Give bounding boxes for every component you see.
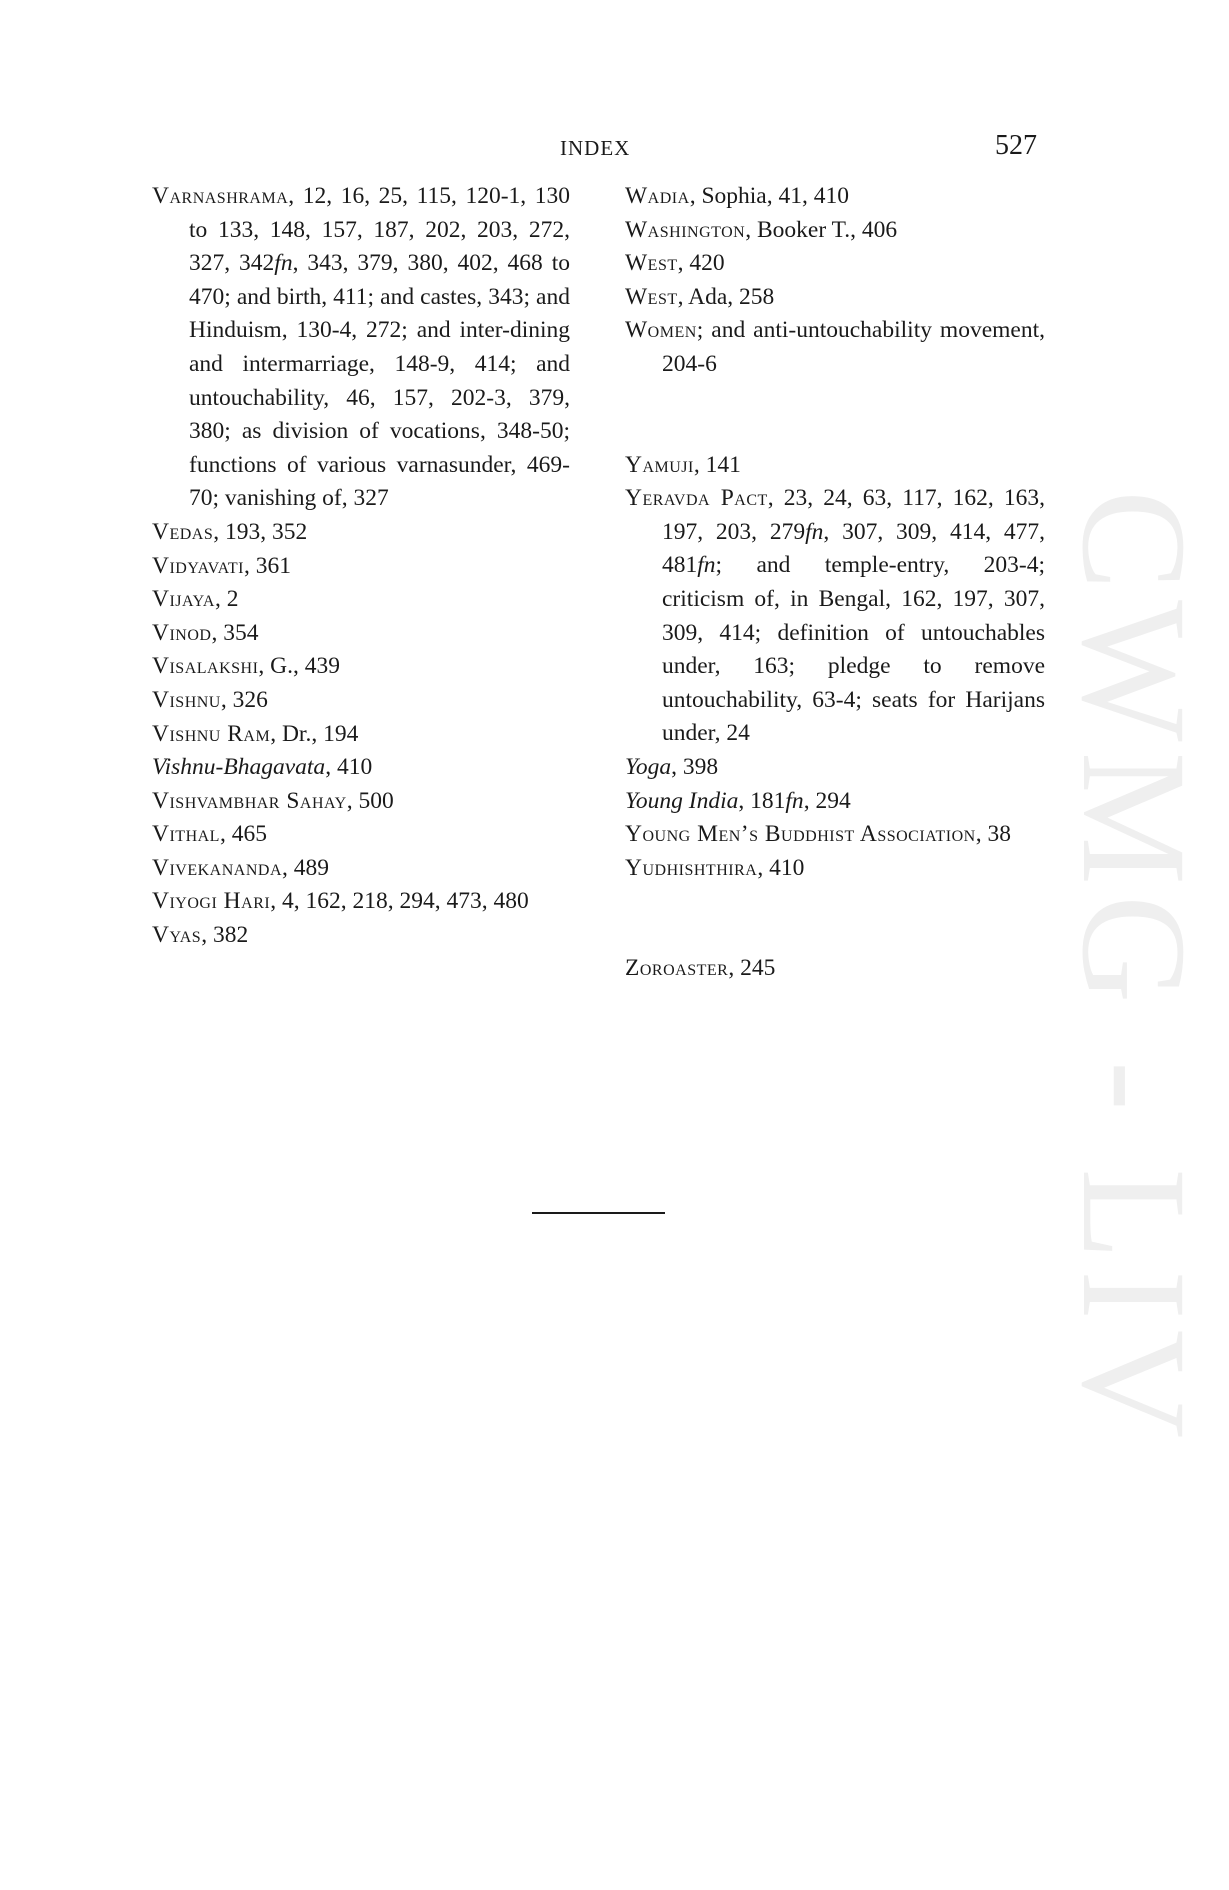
index-entry-visalakshi: Visalakshi, G., 439 xyxy=(152,653,341,680)
index-entry-yudhishthira: Yudhishthira, 410 xyxy=(625,854,805,881)
index-entry-viyogi-hari: Viyogi Hari, 4, 162, 218, 294, 473, 480 xyxy=(152,888,529,915)
index-entry-women: Women; and anti-untouchability movement, 204-6 xyxy=(625,317,1045,377)
index-entry-vidyavati: Vidyavati, 361 xyxy=(152,552,292,579)
index-entry-ymba: Young Men’s Buddhist Association, 38 xyxy=(625,821,1011,848)
watermark: CWMG - LIV xyxy=(1051,490,1217,1449)
index-column-right xyxy=(625,180,1045,986)
index-entry-varnashrama: Varnashrama, 12, 16, 25, 115, 120-1, 130 to 133, 148, 157, 187, 202, 203, 272, 327, 342fn, 343, 379, 380, 402, 468 to 470; and birth, 411; and castes, 343; and Hinduism, 130-4, 272; and inter-dining and intermarriage, 148-9, 414; and untouchability, 46, 157, 202-3, 379, 380; as division of vocations, 348-50; functions of various varnasunder, 469-70; vanishing of, 327 xyxy=(152,183,571,512)
index-entry-yeravda-pact: Yeravda Pact, 23, 24, 63, 117, 162, 163, 197, 203, 279fn, 307, 309, 414, 477, 481fn; and temple-entry, 203-4; criticism of, in Bengal, 162, 197, 307, 309, 414; definition of untouchables under, 163; pledge to remove untouchability, 63-4; seats for Harijans under, 24 xyxy=(625,485,1046,747)
index-entry-wadia: Wadia, Sophia, 41, 410 xyxy=(625,183,849,209)
index-entry-yamuji: Yamuji, 141 xyxy=(625,451,741,478)
index-entry-vishnu: Vishnu, 326 xyxy=(152,686,268,713)
index-entry-vivekananda: Vivekananda, 489 xyxy=(152,854,330,881)
index-entry-west: West, 420 xyxy=(625,250,725,277)
index-entry-yoga: Yoga, 398 xyxy=(625,753,719,780)
index-entry-vishvambhar-sahay: Vishvambhar Sahay, 500 xyxy=(152,787,394,814)
index-entry-vishnu-ram: Vishnu Ram, Dr., 194 xyxy=(152,720,359,747)
index-entry-vedas: Vedas, 193, 352 xyxy=(152,518,308,545)
index-entry-vijaya: Vijaya, 2 xyxy=(152,586,239,613)
index-column-left xyxy=(152,180,570,953)
index-entry-zoroaster: Zoroaster, 245 xyxy=(625,955,776,982)
end-rule-divider xyxy=(532,1212,665,1214)
letter-group-gap xyxy=(625,382,1045,449)
index-entry-washington: Washington, Booker T., 406 xyxy=(625,216,898,243)
running-head-title: INDEX xyxy=(560,136,631,160)
index-entry-young-india: Young India, 181fn, 294 xyxy=(625,787,851,814)
index-entry-vishnu-bhagavata: Vishnu-Bhagavata, 410 xyxy=(152,754,373,781)
index-entry-vinod: Vinod, 354 xyxy=(152,619,259,646)
index-entry-vyas: Vyas, 382 xyxy=(152,922,249,949)
index-entry-vithal: Vithal, 465 xyxy=(152,821,267,848)
page-number: 527 xyxy=(995,130,1037,161)
index-entry-west-ada: West, Ada, 258 xyxy=(625,283,775,310)
letter-group-gap xyxy=(625,885,1045,952)
running-head xyxy=(0,132,1229,162)
